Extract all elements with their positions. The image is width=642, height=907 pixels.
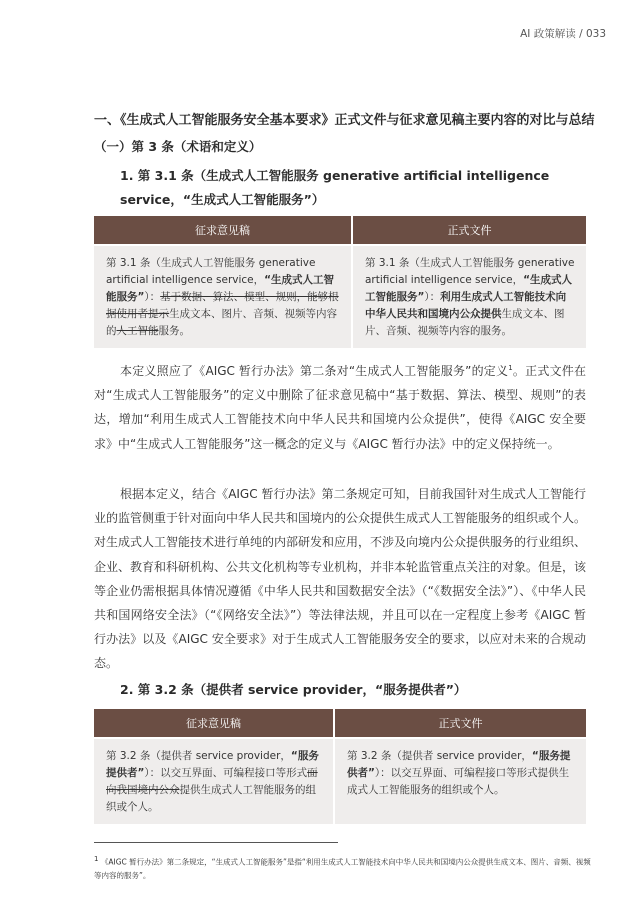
item-heading-3-2: 2. 第 3.2 条（提供者 service provider，“服务提供者”）: [120, 682, 467, 697]
column-header-final: 正式文件: [352, 216, 586, 245]
column-header-draft: 征求意见稿: [94, 216, 352, 245]
draft-text-cell: 第 3.1 条（生成式人工智能服务 generative artificial intelligence service，“生成式人工智能服务”）：基于数据、算法、模型、规则，能够根据使用者提示生成文本、图片、音频、视频等内容的人工智能服务。: [94, 245, 352, 348]
final-text-cell: 第 3.1 条（生成式人工智能服务 generative artificial intelligence service，“生成式人工智能服务”）：利用生成式人工智能技术向中华人民共和国境内公众提供生成文本、图片、音频、视频等内容的服务。: [352, 245, 586, 348]
draft-text-cell: 第 3.2 条（提供者 service provider，“服务提供者”）：以交互界面、可编程接口等形式面向我国境内公众提供生成式人工智能服务的组织或个人。: [94, 738, 334, 824]
column-header-draft: 征求意见稿: [94, 709, 334, 738]
running-header: AI 政策解读 / 033: [520, 28, 606, 40]
deleted-text: 面向我国境内公众: [106, 767, 318, 796]
deleted-text: 人工智能: [116, 325, 159, 337]
added-text: 利用生成式人工智能技术向中华人民共和国境内公众提供: [365, 291, 567, 320]
footnote: $^1$ 《AIGC 暂行办法》第二条规定，“生成式人工智能服务”是指“利用生成式人工智能技术向中华人民共和国境内公众提供生成文本、图片、音频、视频等内容的服务”。: [94, 855, 591, 880]
column-header-final: 正式文件: [334, 709, 586, 738]
subsection-heading: （一）第 3 条（术语和定义）: [94, 139, 262, 154]
section-heading: 一、《生成式人工智能服务安全基本要求》正式文件与征求意见稿主要内容的对比与总结: [94, 113, 595, 128]
item-heading-3-1: 1. 第 3.1 条（生成式人工智能服务 generative artificial intelligence service，“生成式人工智能服务”）: [120, 168, 550, 207]
comparison-table-3-1: [94, 216, 586, 348]
paragraph-analysis: 根据本定义，结合《AIGC 暂行办法》第二条规定可知，目前我国针对生成式人工智能行业的监管侧重于针对面向中华人民共和国境内的公众提供生成式人工智能服务的组织或个人。对生成式人工智能技术进行单纯的内部研发和应用，不涉及向境内公众提供服务的行业组织、企业、教育和科研机构、公共文化机构等专业机构，并非本轮监管重点关注的对象。但是，该等企业仍需根据具体情况遵循《中华人民共和国数据安全法》（“《数据安全法》”）、《中华人民共和国网络安全法》（“《网络安全法》”）等法律法规，并且可以在一定程度上参考《AIGC 暂行办法》以及《AIGC 安全要求》对于生成式人工智能服务安全的要求，以应对未来的合规动态。: [94, 487, 587, 671]
footnote-ref: 1: [508, 364, 513, 372]
footnote-divider: [94, 842, 338, 843]
deleted-text: 基于数据、算法、模型、规则，能够根据使用者提示: [106, 291, 339, 320]
final-text-cell: 第 3.2 条（提供者 service provider，“服务提供者”）：以交互界面、可编程接口等形式提供生成式人工智能服务的组织或个人。: [334, 738, 586, 824]
comparison-table-3-2: [94, 709, 586, 824]
paragraph-definition: 本定义照应了《AIGC 暂行办法》第二条对“生成式人工智能服务”的定义$^1$。正式文件在对“生成式人工智能服务”的定义中删除了征求意见稿中“基于数据、算法、模型、规则”的表达，增加“利用生成式人工智能技术向中华人民共和国境内公众提供”，使得《AIGC 安全要求》中“生成式人工智能服务”这一概念的定义与《AIGC 暂行办法》中的定义保持统一。: [94, 364, 586, 451]
